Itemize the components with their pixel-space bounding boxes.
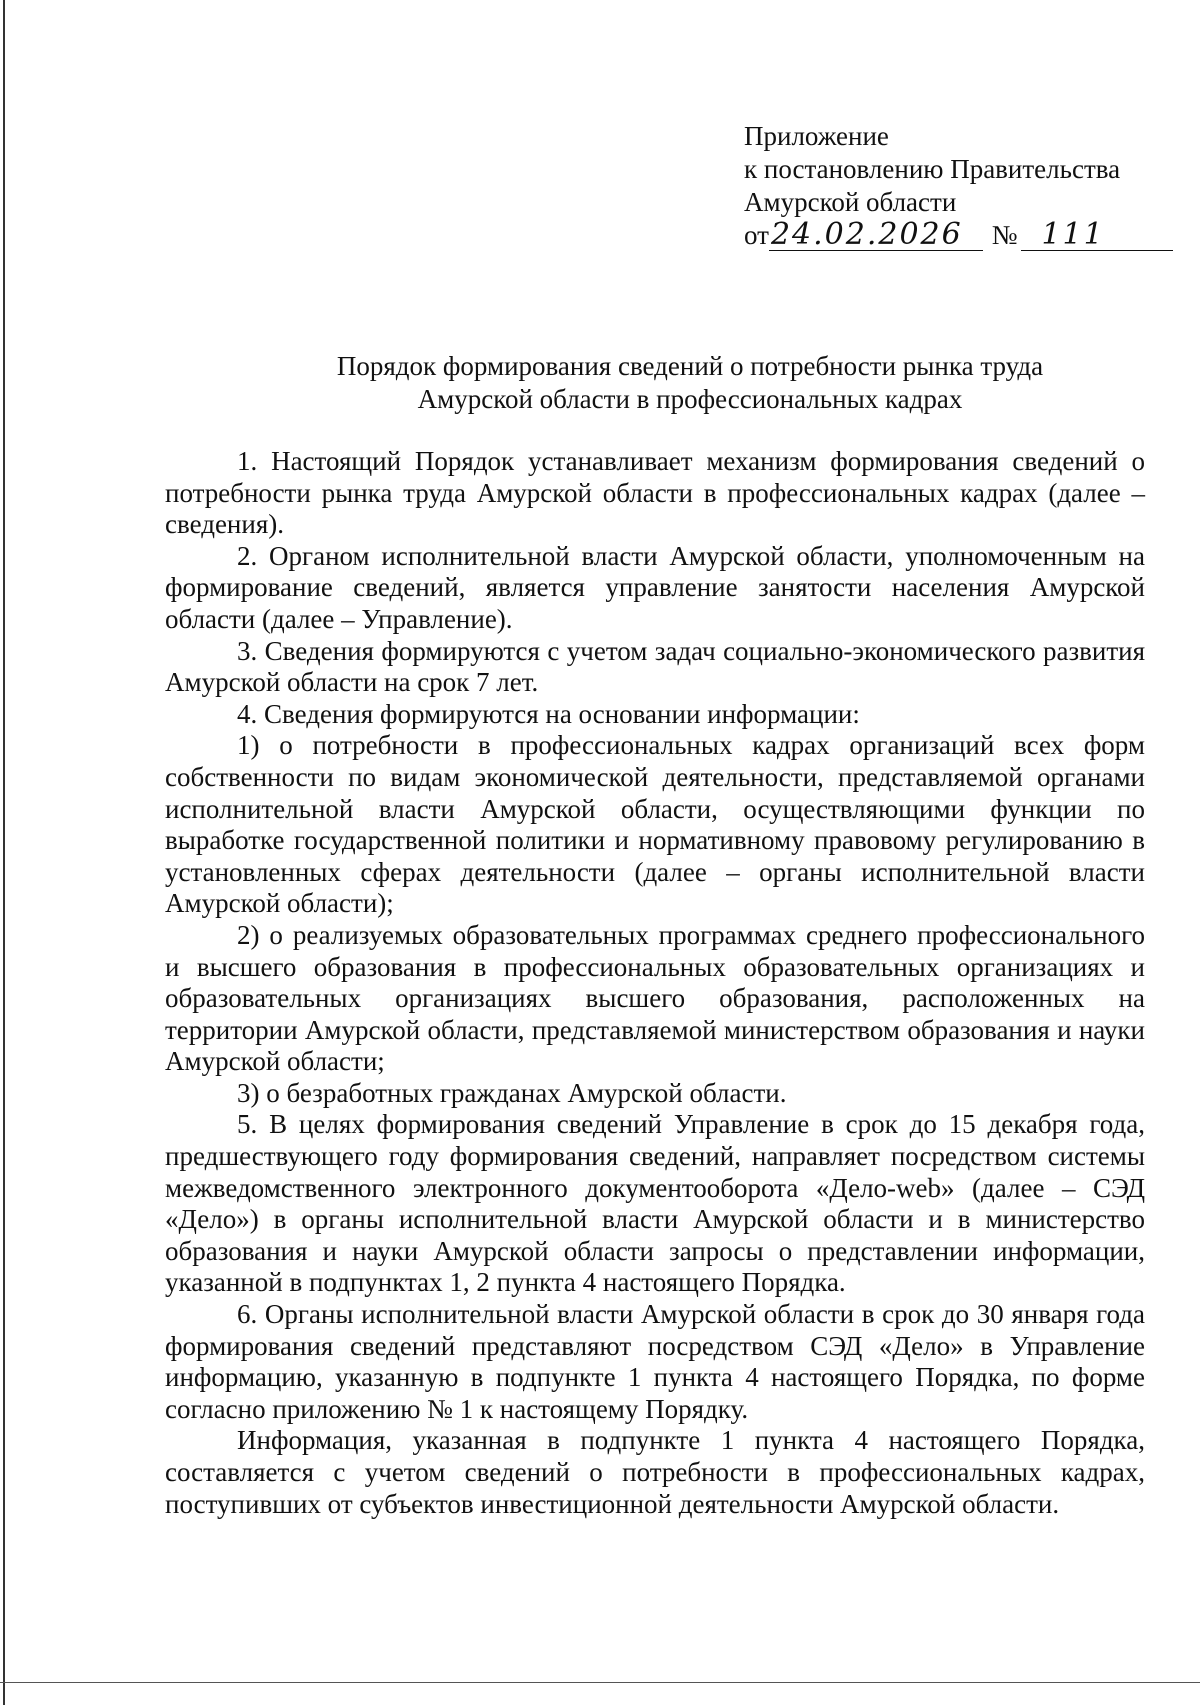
paragraph-2: 2. Органом исполнительной власти Амурской области, уполномоченным на формирование сведений, является управление занятости населения Амурской области (далее – Управление). [165,540,1145,634]
handwritten-number: 111 [1021,220,1173,251]
scan-edge-bottom [0,1682,1200,1683]
scan-edge-left [3,0,5,1705]
appendix-date-number [744,219,1164,252]
document-body [165,446,1145,1520]
paragraph-1: 1. Настоящий Порядок устанавливает механизм формирования сведений о потребности рынка труда Амурской области в профессиональных кадрах (далее – сведения). [165,446,1145,540]
subparagraph-4-2: 2) о реализуемых образовательных программах среднего профессионального и высшего образования в профессиональных образовательных организациях и образовательных организациях высшего образования, расположенных на территории Амурской области, представляемой министерством образования и науки Амурской области; [165,919,1145,1077]
paragraph-5: 5. В целях формирования сведений Управление в срок до 15 декабря года, предшествующего году формирования сведений, направляет посредством системы межведомственного электронного документооборота «Дело-web» (далее – СЭД «Дело») в органы исполнительной власти Амурской области и в министерство образования и науки Амурской области запросы о представлении информации, указанной в подпунктах 1, 2 пункта 4 настоящего Порядка. [165,1109,1145,1298]
appendix-header [744,120,1164,252]
number-label: № [991,220,1018,250]
subparagraph-4-1: 1) о потребности в профессиональных кадрах организаций всех форм собственности по видам экономической деятельности, представляемой органами исполнительной власти Амурской области, осуществляющими функции по выработке государственной политики и нормативному правовому регулированию в установленных сферах деятельности (далее – органы исполнительной власти Амурской области); [165,730,1145,919]
subparagraph-4-3: 3) о безработных гражданах Амурской области. [237,1077,787,1108]
title-line-2: Амурской области в профессиональных кадрах [417,384,963,414]
appendix-resolution-ref: к постановлению Правительства [744,154,1121,184]
appendix-label: Приложение [744,121,889,151]
appendix-region: Амурской области [744,187,957,217]
paragraph-3: 3. Сведения формируются с учетом задач социально-экономического развития Амурской области на срок 7 лет. [165,635,1145,698]
document-title [165,350,1200,416]
date-prefix: от [744,220,769,250]
paragraph-6: 6. Органы исполнительной власти Амурской области в срок до 30 января года формирования сведений представляют посредством СЭД «Дело» в Управление информацию, указанную в подпункте 1 пункта 4 настоящего Порядка, по форме согласно приложению № 1 к настоящему Порядку. [165,1299,1145,1424]
handwritten-date: 24.02.2026 [769,220,983,251]
title-line-1: Порядок формирования сведений о потребности рынка труда [336,351,1044,381]
paragraph-4: 4. Сведения формируются на основании информации: [237,698,860,729]
paragraph-6-information: Информация, указанная в подпункте 1 пункта 4 настоящего Порядка, составляется с учетом сведений о потребности в профессиональных кадрах, поступивших от субъектов инвестиционной деятельности Амурской области. [165,1425,1145,1519]
